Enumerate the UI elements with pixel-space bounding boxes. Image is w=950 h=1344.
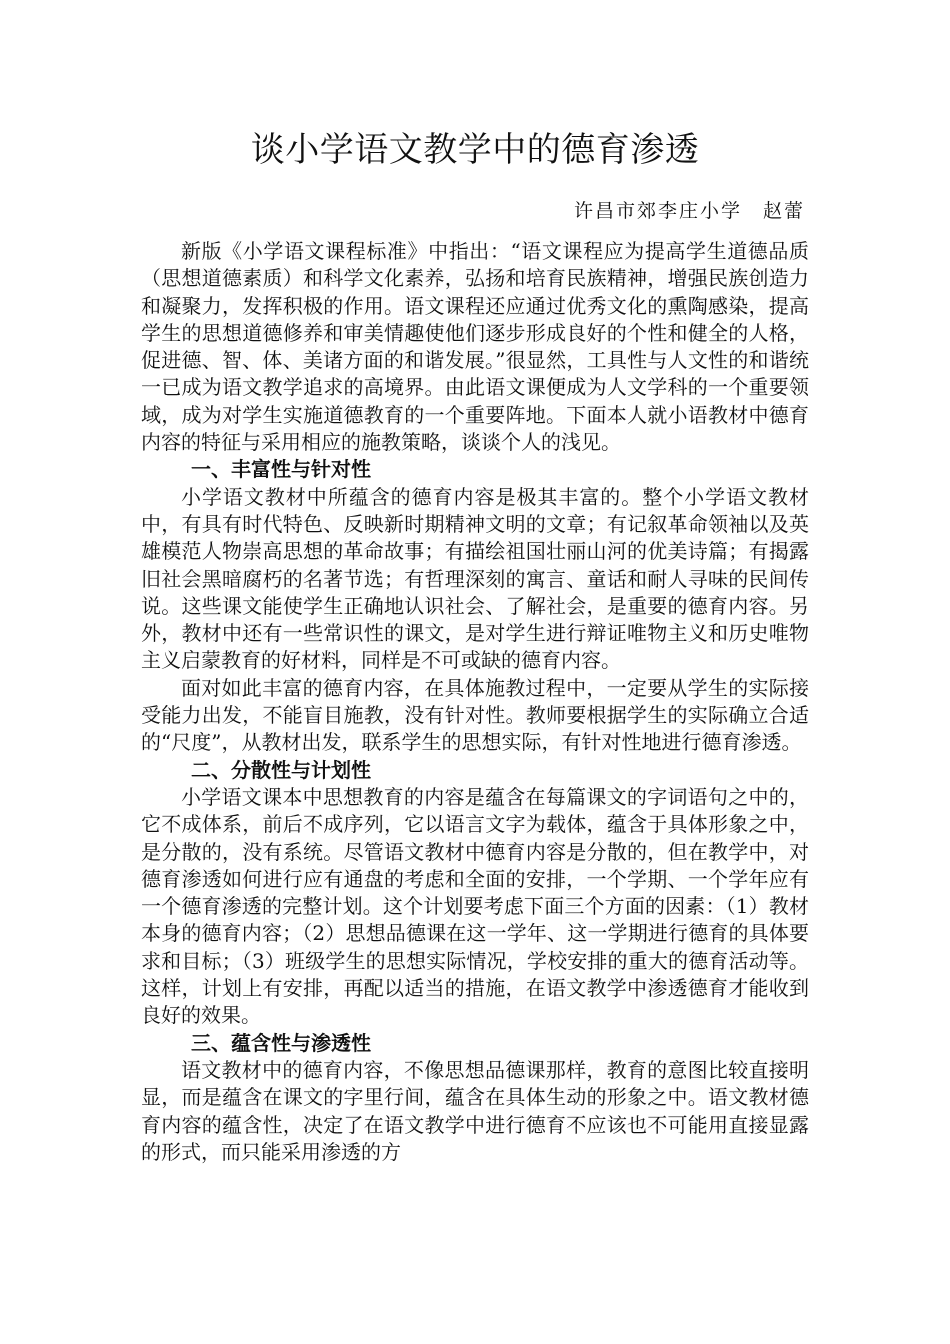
section-heading-1: 一、丰富性与针对性 bbox=[191, 457, 371, 482]
author-byline: 许昌市郊李庄小学 赵蕾 bbox=[573, 200, 805, 222]
section-3-paragraph-1: 语文教材中的德育内容，不像思想品德课那样，教育的意图比较直接明显，而是蕴含在课文的字里行间，蕴含在具体生动的形象之中。语文教材德育内容的蕴含性，决定了在语文教学中进行德育不应该也不可能用直接显露的形式，而只能采用渗透的方 bbox=[141, 1057, 809, 1164]
document-body bbox=[141, 238, 809, 1166]
intro-paragraph: 新版《小学语文课程标准》中指出：“语文课程应为提高学生道德品质（思想道德素质）和科学文化素养，弘扬和培育民族精神，增强民族创造力和凝聚力，发挥积极的作用。语文课程还应通过优秀文化的熏陶感染，提高学生的思想道德修养和审美情趣使他们逐步形成良好的个性和健全的人格，促进德、智、体、美诸方面的和谐发展。”很显然，工具性与人文性的和谐统一已成为语文教学追求的高境界。由此语文课便成为人文学科的一个重要领域，成为对学生实施道德教育的一个重要阵地。下面本人就小语教材中德育内容的特征与采用相应的施教策略，谈谈个人的浅见。 bbox=[141, 239, 809, 455]
section-2-paragraph-1: 小学语文课本中思想教育的内容是蕴含在每篇课文的字词语句之中的，它不成体系，前后不成序列，它以语言文字为载体，蕴含于具体形象之中，是分散的，没有系统。尽管语文教材中德育内容是分散的，但在教学中，对德育渗透如何进行应有通盘的考虑和全面的安排，一个学期、一个学年应有一个德育渗透的完整计划。这个计划要考虑下面三个方面的因素：（1）教材本身的德育内容；（2）思想品德课在这一学年、这一学期进行德育的具体要求和目标；（3）班级学生的思想实际情况，学校安排的重大的德育活动等。这样，计划上有安排，再配以适当的措施，在语文教学中渗透德育才能收到良好的效果。 bbox=[141, 784, 809, 1028]
section-heading-3: 三、蕴含性与渗透性 bbox=[191, 1030, 371, 1055]
document-title: 谈小学语文教学中的德育渗透 bbox=[250, 130, 700, 170]
document-page bbox=[141, 0, 809, 1344]
section-1-paragraph-2: 面对如此丰富的德育内容，在具体施教过程中，一定要从学生的实际接受能力出发，不能盲目施教，没有针对性。教师要根据学生的实际确立合适的“尺度”，从教材出发，联系学生的思想实际，有针对性地进行德育渗透。 bbox=[141, 675, 809, 755]
section-heading-2: 二、分散性与计划性 bbox=[191, 757, 371, 782]
section-1-paragraph-1: 小学语文教材中所蕴含的德育内容是极其丰富的。整个小学语文教材中，有具有时代特色、反映新时期精神文明的文章；有记叙革命领袖以及英雄模范人物崇高思想的革命故事；有描绘祖国壮丽山河的优美诗篇；有揭露旧社会黑暗腐朽的名著节选；有哲理深刻的寓言、童话和耐人寻味的民间传说。这些课文能使学生正确地认识社会、了解社会，是重要的德育内容。另外，教材中还有一些常识性的课文，是对学生进行辩证唯物主义和历史唯物主义启蒙教育的好材料，同样是不可或缺的德育内容。 bbox=[141, 484, 809, 673]
